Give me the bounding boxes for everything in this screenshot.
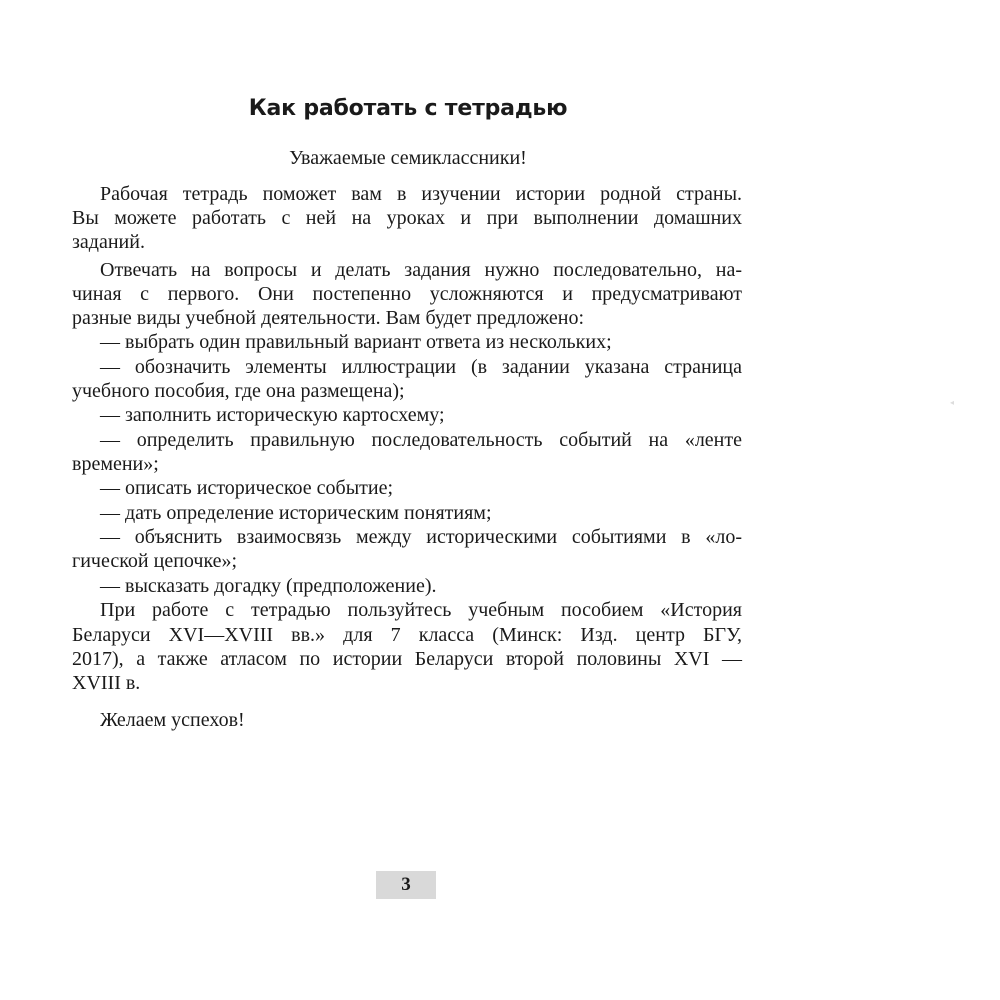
scan-mark-icon: ◂: [950, 398, 955, 407]
list-item: — выбрать один правильный вариант ответа из нескольких;: [100, 331, 612, 353]
text-line: учебного пособия, где она размещена);: [72, 380, 405, 402]
list-item: — заполнить историческую картосхему;: [100, 404, 445, 426]
page-title: Как работать с тетрадью: [248, 96, 568, 121]
list-item: — высказать догадку (предположение).: [100, 575, 437, 597]
list-item: — объяснить взаимосвязь между историческими событиями в «ло-: [100, 526, 742, 548]
list-item: — обозначить элементы иллюстрации (в задании указана страница: [100, 356, 742, 378]
list-item: — описать историческое событие;: [100, 477, 394, 499]
text-line: разные виды учебной деятельности. Вам будет предложено:: [72, 307, 585, 329]
greeting: Уважаемые семиклассники!: [289, 147, 527, 169]
text-line: Беларуси XVI—XVIII вв.» для 7 класса (Минск: Изд. центр БГУ,: [72, 624, 742, 646]
closing-line: Желаем успехов!: [100, 709, 245, 731]
text-line: 2017), а также атласом по истории Беларуси второй половины XVI —: [72, 648, 742, 670]
text-line: Отвечать на вопросы и делать задания нужно последовательно, на-: [100, 259, 742, 281]
list-item: — определить правильную последовательность событий на «ленте: [100, 429, 742, 451]
list-item: — дать определение историческим понятиям;: [100, 502, 492, 524]
text-line: чиная с первого. Они постепенно усложняются и предусматривают: [72, 283, 742, 305]
text-line: времени»;: [72, 453, 159, 475]
text-line: При работе с тетрадью пользуйтесь учебным пособием «История: [100, 599, 742, 621]
text-line: Рабочая тетрадь поможет вам в изучении истории родной страны.: [100, 183, 742, 205]
text-line: XVIII в.: [72, 672, 141, 694]
text-line: Вы можете работать с ней на уроках и при выполнении домашних: [72, 207, 742, 229]
text-line: заданий.: [72, 231, 145, 253]
text-line: гической цепочке»;: [72, 550, 238, 572]
page-number: 3: [376, 871, 436, 899]
